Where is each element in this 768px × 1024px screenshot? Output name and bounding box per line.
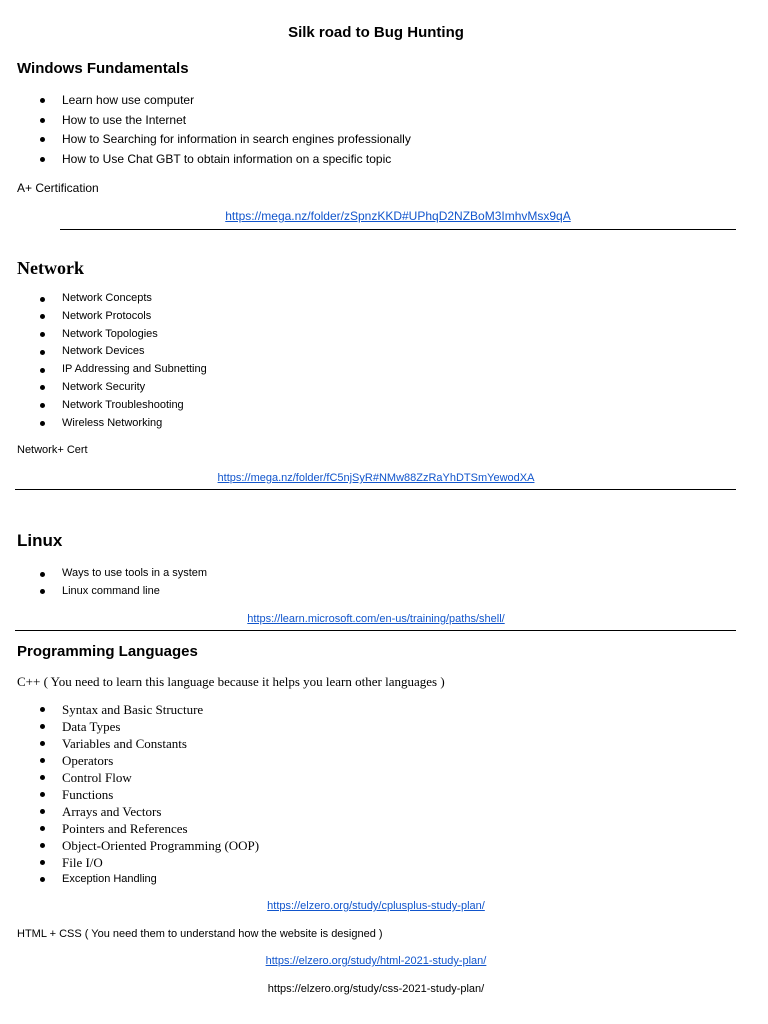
list-item: Data Types bbox=[40, 718, 259, 735]
list-item: Functions bbox=[40, 786, 259, 803]
list-item: Arrays and Vectors bbox=[40, 803, 259, 820]
network-heading: Network bbox=[17, 258, 84, 278]
list-item: Network Concepts bbox=[40, 290, 207, 308]
list-item: Wireless Networking bbox=[40, 415, 207, 433]
cpp-link[interactable]: https://elzero.org/study/cplusplus-study-plan/ bbox=[267, 900, 485, 912]
programming-heading: Programming Languages bbox=[17, 643, 198, 660]
windows-heading: Windows Fundamentals bbox=[17, 60, 189, 77]
cpp-topic-list bbox=[40, 701, 259, 888]
list-item: Syntax and Basic Structure bbox=[40, 701, 259, 718]
html-css-intro: HTML + CSS ( You need them to understand how the website is designed ) bbox=[17, 928, 383, 940]
cpp-intro: C++ ( You need to learn this language because it helps you learn other languages ) bbox=[17, 674, 445, 689]
document-title: Silk road to Bug Hunting bbox=[288, 24, 464, 41]
list-item: Pointers and References bbox=[40, 820, 259, 837]
list-item: How to Searching for information in search engines professionally bbox=[40, 130, 411, 150]
list-item: Linux command line bbox=[40, 583, 207, 601]
list-item: How to use the Internet bbox=[40, 111, 411, 131]
network-list bbox=[40, 290, 207, 432]
list-item: Exception Handling bbox=[40, 871, 259, 888]
linux-link[interactable]: https://learn.microsoft.com/en-us/training/paths/shell/ bbox=[247, 613, 505, 625]
list-item: Object-Oriented Programming (OOP) bbox=[40, 837, 259, 854]
list-item: Learn how use computer bbox=[40, 91, 411, 111]
list-item: IP Addressing and Subnetting bbox=[40, 361, 207, 379]
list-item: Operators bbox=[40, 752, 259, 769]
network-cert-label: Network+ Cert bbox=[17, 444, 88, 456]
list-item: Network Security bbox=[40, 379, 207, 397]
linux-list bbox=[40, 565, 207, 601]
list-item: How to Use Chat GBT to obtain information on a specific topic bbox=[40, 150, 411, 170]
windows-cert-label: A+ Certification bbox=[17, 181, 99, 195]
list-item: Network Topologies bbox=[40, 326, 207, 344]
list-item: Network Devices bbox=[40, 343, 207, 361]
windows-link[interactable]: https://mega.nz/folder/zSpnzKKD#UPhqD2NZBoM3ImhvMsx9qA bbox=[225, 209, 571, 223]
list-item: Variables and Constants bbox=[40, 735, 259, 752]
html-link[interactable]: https://elzero.org/study/html-2021-study-plan/ bbox=[265, 955, 487, 967]
section-divider bbox=[60, 229, 736, 230]
css-link: https://elzero.org/study/css-2021-study-plan/ bbox=[267, 983, 485, 995]
linux-heading: Linux bbox=[17, 531, 63, 550]
windows-list bbox=[40, 91, 411, 169]
network-link[interactable]: https://mega.nz/folder/fC5njSyR#NMw88ZzRaYhDTSmYewodXA bbox=[217, 472, 535, 484]
list-item: Network Troubleshooting bbox=[40, 397, 207, 415]
section-divider bbox=[15, 489, 736, 490]
list-item: Ways to use tools in a system bbox=[40, 565, 207, 583]
section-divider bbox=[15, 630, 736, 631]
list-item: File I/O bbox=[40, 854, 259, 871]
list-item: Control Flow bbox=[40, 769, 259, 786]
list-item: Network Protocols bbox=[40, 308, 207, 326]
